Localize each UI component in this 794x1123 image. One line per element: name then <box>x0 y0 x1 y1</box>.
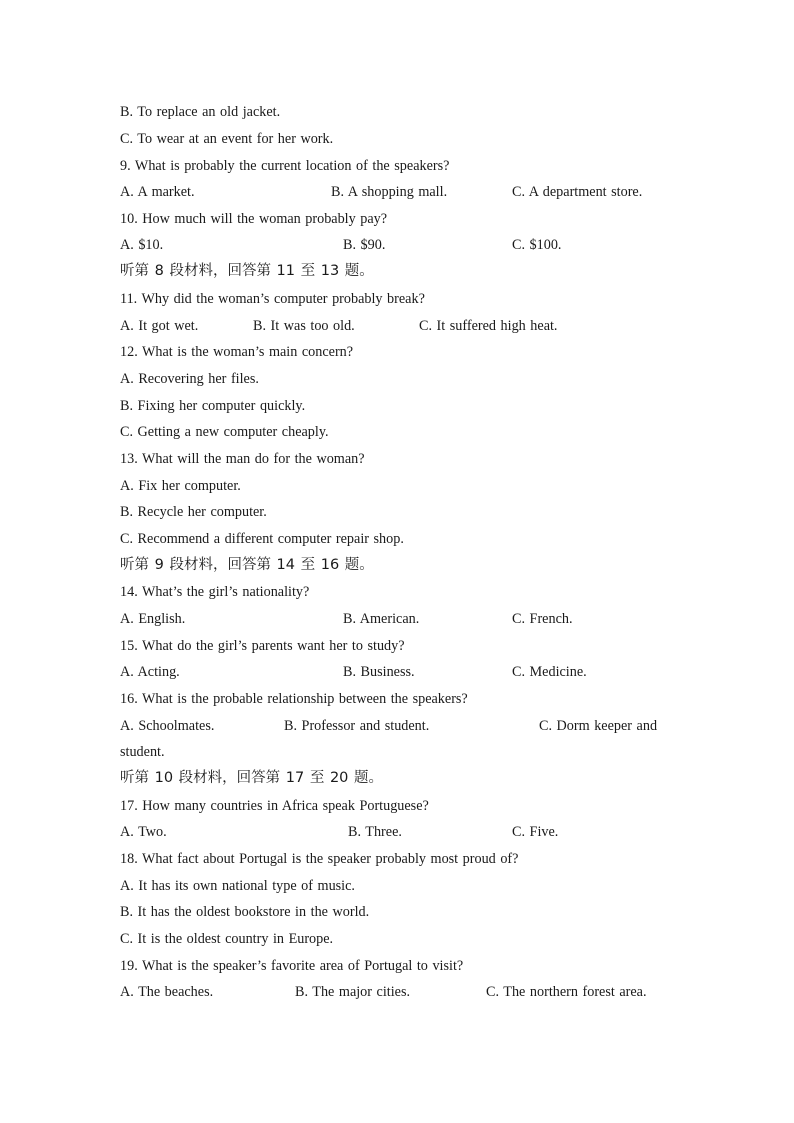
section-heading-10: 听第 10 段材料，回答第 17 至 20 题。 <box>120 770 384 786</box>
question-8-option-c: C. To wear at an event for her work. <box>120 131 334 147</box>
option-b: B. A shopping mall. <box>331 184 448 200</box>
option-b: B. $90. <box>343 237 386 253</box>
question-16: 16. What is the probable relationship between the speakers? <box>120 691 468 707</box>
option-a: A. Acting. <box>120 664 180 680</box>
question-18-option-c: C. It is the oldest country in Europe. <box>120 931 334 947</box>
option-a: A. A market. <box>120 184 195 200</box>
question-17: 17. How many countries in Africa speak Portuguese? <box>120 798 429 814</box>
option-a: A. $10. <box>120 237 164 253</box>
option-a: A. Schoolmates. <box>120 718 215 734</box>
question-13-option-a: A. Fix her computer. <box>120 478 241 494</box>
option-c: C. A department store. <box>512 184 643 200</box>
question-8-option-b: B. To replace an old jacket. <box>120 104 281 120</box>
question-15: 15. What do the girl’s parents want her to study? <box>120 638 405 654</box>
question-19: 19. What is the speaker’s favorite area of Portugal to visit? <box>120 958 464 974</box>
question-10: 10. How much will the woman probably pay? <box>120 211 388 227</box>
section-heading-9: 听第 9 段材料，回答第 14 至 16 题。 <box>120 557 374 573</box>
question-12-option-b: B. Fixing her computer quickly. <box>120 398 306 414</box>
option-b: B. The major cities. <box>295 984 411 1000</box>
question-9: 9. What is probably the current location of the speakers? <box>120 158 450 174</box>
section-heading-8: 听第 8 段材料，回答第 11 至 13 题。 <box>120 263 374 279</box>
option-c: C. Medicine. <box>512 664 587 680</box>
option-c: C. The northern forest area. <box>486 984 647 1000</box>
option-a: A. Two. <box>120 824 167 840</box>
option-b: B. Professor and student. <box>284 718 430 734</box>
question-18: 18. What fact about Portugal is the speaker probably most proud of? <box>120 851 519 867</box>
option-a: A. English. <box>120 611 186 627</box>
question-13-option-b: B. Recycle her computer. <box>120 504 267 520</box>
question-18-option-b: B. It has the oldest bookstore in the world. <box>120 904 370 920</box>
question-11: 11. Why did the woman’s computer probably break? <box>120 291 425 307</box>
question-13: 13. What will the man do for the woman? <box>120 451 365 467</box>
question-16-option-c-continued: student. <box>120 744 165 760</box>
option-c: C. $100. <box>512 237 562 253</box>
option-a: A. The beaches. <box>120 984 214 1000</box>
option-b: B. Three. <box>348 824 402 840</box>
question-13-option-c: C. Recommend a different computer repair shop. <box>120 531 404 547</box>
question-12-option-c: C. Getting a new computer cheaply. <box>120 424 329 440</box>
question-12-option-a: A. Recovering her files. <box>120 371 259 387</box>
option-b: B. Business. <box>343 664 415 680</box>
option-a: A. It got wet. <box>120 318 199 334</box>
option-c: C. It suffered high heat. <box>419 318 558 334</box>
option-c: C. French. <box>512 611 573 627</box>
option-c: C. Five. <box>512 824 559 840</box>
question-14: 14. What’s the girl’s nationality? <box>120 584 310 600</box>
question-12: 12. What is the woman’s main concern? <box>120 344 354 360</box>
option-b: B. It was too old. <box>253 318 355 334</box>
question-18-option-a: A. It has its own national type of music. <box>120 878 355 894</box>
option-c: C. Dorm keeper and <box>539 718 658 734</box>
option-b: B. American. <box>343 611 420 627</box>
